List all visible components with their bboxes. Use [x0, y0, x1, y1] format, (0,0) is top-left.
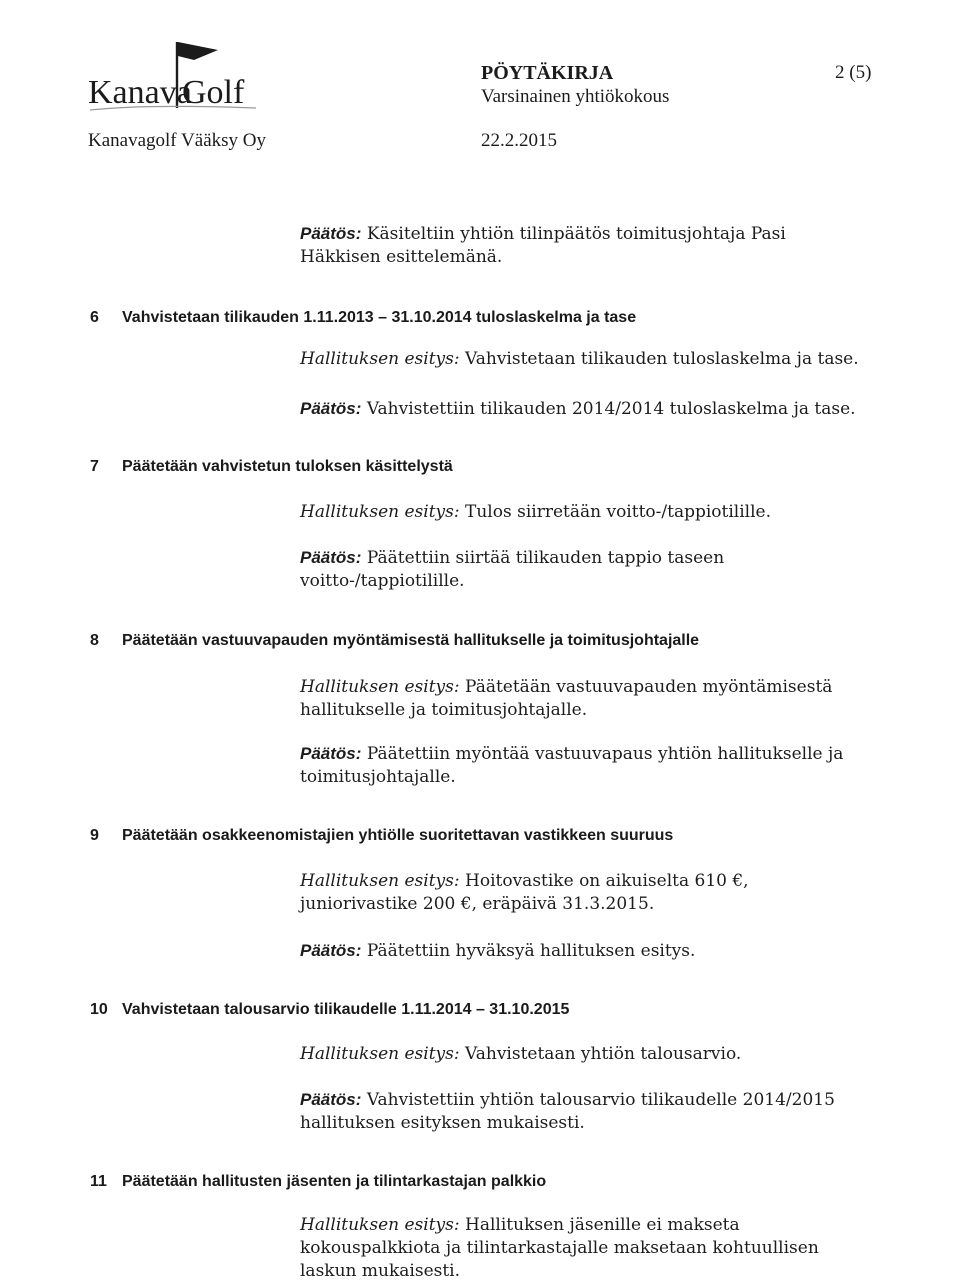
decision-text: Päätettiin siirtää tilikauden tappio taseen voitto-/tappiotilille. — [300, 548, 725, 591]
section-number: 11 — [90, 1173, 107, 1190]
intro-decision — [300, 222, 860, 269]
decision-text: Käsiteltiin yhtiön tilinpäätös toimitusjohtaja Pasi Häkkisen esittelemänä. — [300, 224, 786, 267]
decision-label: Päätös: — [300, 1090, 362, 1109]
decision — [300, 546, 860, 593]
logo-swoosh — [88, 104, 258, 112]
decision-label: Päätös: — [300, 548, 362, 567]
decision — [300, 397, 860, 421]
board-proposal — [300, 870, 860, 916]
decision-text: Vahvistettiin yhtiön talousarvio tilikaudelle 2014/2015 hallituksen esityksen mukaisesti. — [300, 1090, 835, 1133]
kanavagolf-logo — [88, 38, 288, 110]
proposal-text: Vahvistetaan yhtiön talousarvio. — [459, 1044, 742, 1064]
section-title: Päätetään hallitusten jäsenten ja tilintarkastajan palkkio — [122, 1173, 547, 1190]
proposal-text: Hoitovastike on aikuiselta 610 €, juniorivastike 200 €, eräpäivä 31.3.2015. — [300, 871, 749, 914]
proposal-text: Tulos siirretään voitto-/tappiotilille. — [459, 502, 771, 522]
section-number: 9 — [90, 827, 99, 844]
section-number: 10 — [90, 1001, 108, 1018]
proposal-text: Päätetään vastuuvapauden myöntämisestä hallitukselle ja toimitusjohtajalle. — [300, 677, 833, 720]
section-number: 7 — [90, 458, 99, 475]
decision-label: Päätös: — [300, 941, 362, 960]
decision — [300, 742, 860, 789]
board-proposal — [300, 1214, 860, 1283]
company-name: Kanavagolf Vääksy Oy — [88, 130, 266, 151]
decision-text: Päätettiin myöntää vastuuvapaus yhtiön hallitukselle ja toimitusjohtajalle. — [300, 744, 844, 787]
proposal-label: Hallituksen esitys: — [300, 677, 460, 697]
proposal-text: Hallituksen jäsenille ei makseta kokouspalkkiota ja tilintarkastajalle maksetaan kohtuullisen laskun mukaisesti. — [300, 1215, 819, 1281]
proposal-label: Hallituksen esitys: — [300, 502, 460, 522]
meeting-date: 22.2.2015 — [481, 130, 557, 151]
board-proposal — [300, 348, 860, 371]
document-title: PÖYTÄKIRJA — [481, 62, 614, 84]
decision-label: Päätös: — [300, 744, 362, 763]
section-title: Päätetään vastuuvapauden myöntämisestä hallitukselle ja toimitusjohtajalle — [122, 632, 700, 649]
section-title: Vahvistetaan talousarvio tilikaudelle 1.11.2014 – 31.10.2015 — [122, 1001, 570, 1018]
proposal-label: Hallituksen esitys: — [300, 1215, 460, 1235]
decision-label: Päätös: — [300, 399, 362, 418]
proposal-label: Hallituksen esitys: — [300, 871, 460, 891]
board-proposal — [300, 676, 860, 722]
section-number: 8 — [90, 632, 99, 649]
decision-text: Vahvistettiin tilikauden 2014/2014 tuloslaskelma ja tase. — [361, 399, 856, 419]
proposal-text: Vahvistetaan tilikauden tuloslaskelma ja tase. — [459, 349, 859, 369]
decision — [300, 1088, 860, 1135]
section-title: Vahvistetaan tilikauden 1.11.2013 – 31.10.2014 tuloslaskelma ja tase — [122, 309, 637, 326]
proposal-label: Hallituksen esitys: — [300, 349, 460, 369]
logo-text-right: Golf — [182, 74, 245, 111]
board-proposal — [300, 1043, 860, 1066]
section-title: Päätetään osakkeenomistajien yhtiölle suoritettavan vastikkeen suuruus — [122, 827, 674, 844]
meeting-type: Varsinainen yhtiökokous — [481, 86, 670, 107]
logo-text-left: Kanava — [88, 74, 192, 111]
decision-text: Päätettiin hyväksyä hallituksen esitys. — [361, 941, 696, 961]
page-number: 2 (5) — [835, 62, 872, 83]
proposal-label: Hallituksen esitys: — [300, 1044, 460, 1064]
section-title: Päätetään vahvistetun tuloksen käsittelystä — [122, 458, 453, 475]
decision — [300, 939, 860, 963]
board-proposal — [300, 501, 860, 524]
section-number: 6 — [90, 309, 99, 326]
decision-label: Päätös: — [300, 224, 362, 243]
